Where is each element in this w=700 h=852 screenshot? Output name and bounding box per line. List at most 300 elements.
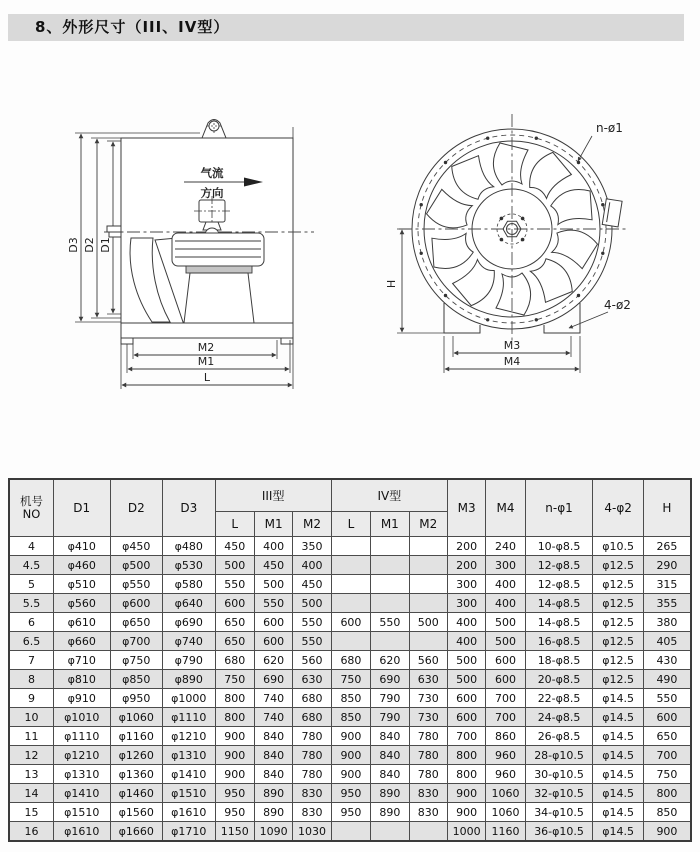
header-row-1 — [9, 479, 691, 512]
table-row — [9, 765, 691, 784]
table-cell: 650 — [215, 632, 254, 651]
airflow-text-line1: 气流 — [200, 166, 224, 180]
table-row — [9, 632, 691, 651]
table-cell: φ460 — [53, 556, 110, 575]
table-cell: 240 — [486, 537, 525, 556]
table-cell: 800 — [447, 746, 485, 765]
table-cell: 700 — [447, 727, 485, 746]
table-cell: 560 — [293, 651, 331, 670]
table-cell: 730 — [409, 708, 447, 727]
dimensions-table — [8, 478, 692, 842]
table-cell: 11 — [9, 727, 53, 746]
table-row — [9, 670, 691, 689]
table-body — [9, 537, 691, 842]
table-cell: 750 — [643, 765, 691, 784]
table-cell: 840 — [254, 727, 292, 746]
table-cell: 690 — [254, 670, 292, 689]
table-cell: φ12.5 — [593, 613, 644, 632]
table-cell — [371, 537, 409, 556]
table-cell: 30-φ10.5 — [525, 765, 593, 784]
table-cell: φ10.5 — [593, 537, 644, 556]
col-header-h: H — [643, 479, 691, 537]
col-header-no-en: NO — [22, 507, 41, 521]
table-cell: 780 — [409, 727, 447, 746]
table-cell: φ14.5 — [593, 784, 644, 803]
table-cell: 13 — [9, 765, 53, 784]
table-cell: φ530 — [163, 556, 216, 575]
table-cell: 400 — [486, 575, 525, 594]
table-cell: 830 — [293, 803, 331, 822]
table-cell: 780 — [409, 765, 447, 784]
col-header-m3: M3 — [447, 479, 485, 537]
table-cell: φ790 — [163, 651, 216, 670]
table-cell: φ1410 — [163, 765, 216, 784]
fan-side-view — [67, 119, 314, 389]
table-cell — [331, 575, 370, 594]
table-cell: 4 — [9, 537, 53, 556]
table-cell: 450 — [215, 537, 254, 556]
dim-label-d3: D3 — [67, 237, 80, 253]
col-header-type4-m2: M2 — [409, 512, 447, 537]
table-row — [9, 537, 691, 556]
table-cell: φ580 — [163, 575, 216, 594]
table-cell: φ810 — [53, 670, 110, 689]
table-cell: 850 — [331, 708, 370, 727]
table-cell: 15 — [9, 803, 53, 822]
table-cell: φ750 — [110, 651, 163, 670]
table-cell: 500 — [486, 632, 525, 651]
table-cell: 550 — [293, 613, 331, 632]
dim-label-m2: M2 — [197, 341, 215, 354]
table-cell — [331, 537, 370, 556]
table-cell: 12-φ8.5 — [525, 575, 593, 594]
table-cell — [409, 575, 447, 594]
table-cell: φ14.5 — [593, 727, 644, 746]
table-cell: 550 — [254, 594, 292, 613]
table-cell — [371, 632, 409, 651]
table-cell: φ1610 — [53, 822, 110, 842]
table-cell: 960 — [486, 746, 525, 765]
table-cell: 800 — [447, 765, 485, 784]
table-cell: 950 — [215, 784, 254, 803]
table-row — [9, 727, 691, 746]
table-cell: 1000 — [447, 822, 485, 842]
table-cell: 690 — [371, 670, 409, 689]
table-cell: 840 — [371, 746, 409, 765]
table-cell: φ12.5 — [593, 670, 644, 689]
front-view-bottom-dims — [444, 336, 580, 373]
table-cell: 500 — [293, 594, 331, 613]
table-cell: 14 — [9, 784, 53, 803]
table-cell: φ12.5 — [593, 575, 644, 594]
table-cell: 860 — [486, 727, 525, 746]
table-cell: 16-φ8.5 — [525, 632, 593, 651]
table-cell: 34-φ10.5 — [525, 803, 593, 822]
callout-4-phi2-label: 4-ø2 — [604, 298, 631, 312]
table-cell — [371, 556, 409, 575]
table-cell: 780 — [293, 746, 331, 765]
col-header-type3-m1: M1 — [254, 512, 292, 537]
table-cell: φ1410 — [53, 784, 110, 803]
table-cell: φ690 — [163, 613, 216, 632]
table-cell: 6 — [9, 613, 53, 632]
table-cell: 32-φ10.5 — [525, 784, 593, 803]
table-cell: 380 — [643, 613, 691, 632]
table-cell: φ1010 — [53, 708, 110, 727]
table-cell: 700 — [486, 708, 525, 727]
table-cell: 550 — [643, 689, 691, 708]
table-row — [9, 784, 691, 803]
table-cell: 900 — [215, 746, 254, 765]
table-cell: 600 — [254, 632, 292, 651]
table-cell: 18-φ8.5 — [525, 651, 593, 670]
table-cell: 800 — [215, 689, 254, 708]
table-cell: φ850 — [110, 670, 163, 689]
table-cell: 600 — [447, 689, 485, 708]
table-cell: φ1460 — [110, 784, 163, 803]
col-header-no-cn: 机号 — [19, 493, 43, 508]
table-cell: 400 — [447, 613, 485, 632]
table-cell: 300 — [486, 556, 525, 575]
table-cell: 950 — [215, 803, 254, 822]
table-cell: 840 — [254, 746, 292, 765]
side-view-bottom-dims — [121, 340, 293, 389]
table-cell: 200 — [447, 537, 485, 556]
table-cell: φ1360 — [110, 765, 163, 784]
table-cell: φ500 — [110, 556, 163, 575]
dim-label-m1: M1 — [197, 355, 215, 368]
table-cell: 800 — [215, 708, 254, 727]
table-cell: 10 — [9, 708, 53, 727]
table-cell: 620 — [254, 651, 292, 670]
table-cell: 600 — [486, 651, 525, 670]
table-cell: φ1310 — [53, 765, 110, 784]
table-cell: φ1210 — [53, 746, 110, 765]
table-cell: φ1310 — [163, 746, 216, 765]
table-cell: 300 — [447, 575, 485, 594]
dim-label-m3: M3 — [503, 339, 521, 352]
table-cell: 900 — [447, 803, 485, 822]
table-cell: 450 — [254, 556, 292, 575]
table-cell: φ660 — [53, 632, 110, 651]
table-cell: φ910 — [53, 689, 110, 708]
table-cell: φ1260 — [110, 746, 163, 765]
table-cell: 600 — [486, 670, 525, 689]
table-cell: 28-φ10.5 — [525, 746, 593, 765]
table-cell: 500 — [447, 651, 485, 670]
table-cell: 830 — [293, 784, 331, 803]
callout-n-phi1-label: n-ø1 — [596, 121, 623, 135]
table-cell: 900 — [215, 727, 254, 746]
table-cell: 650 — [215, 613, 254, 632]
table-row — [9, 556, 691, 575]
table-row — [9, 803, 691, 822]
table-cell: 1150 — [215, 822, 254, 842]
table-cell: 7 — [9, 651, 53, 670]
table-cell: 24-φ8.5 — [525, 708, 593, 727]
table-cell: 265 — [643, 537, 691, 556]
table-cell: φ700 — [110, 632, 163, 651]
table-cell: 840 — [371, 727, 409, 746]
table-row — [9, 708, 691, 727]
table-cell: φ1160 — [110, 727, 163, 746]
table-cell: φ650 — [110, 613, 163, 632]
table-cell: φ740 — [163, 632, 216, 651]
table-cell: 850 — [643, 803, 691, 822]
fan-front-view — [385, 114, 631, 373]
table-row — [9, 689, 691, 708]
table-cell: 740 — [254, 689, 292, 708]
table-cell: 300 — [447, 594, 485, 613]
table-cell: φ510 — [53, 575, 110, 594]
dimensions-table-wrap — [8, 478, 692, 842]
table-row — [9, 746, 691, 765]
table-cell: φ14.5 — [593, 803, 644, 822]
table-cell: 750 — [331, 670, 370, 689]
table-cell: 960 — [486, 765, 525, 784]
table-cell: φ1710 — [163, 822, 216, 842]
col-header-n-phi1: n-φ1 — [525, 479, 593, 537]
table-cell: 600 — [447, 708, 485, 727]
table-cell: 400 — [447, 632, 485, 651]
table-cell: φ1560 — [110, 803, 163, 822]
table-cell: 790 — [371, 708, 409, 727]
dim-label-h: H — [385, 279, 398, 289]
table-cell: 405 — [643, 632, 691, 651]
table-cell: 700 — [486, 689, 525, 708]
table-cell: 600 — [643, 708, 691, 727]
table-cell: 780 — [293, 765, 331, 784]
table-cell: φ1110 — [53, 727, 110, 746]
col-header-type3-m2: M2 — [293, 512, 331, 537]
table-cell: φ1510 — [163, 784, 216, 803]
table-cell: 36-φ10.5 — [525, 822, 593, 842]
col-header-m4: M4 — [486, 479, 525, 537]
dim-label-l: L — [203, 371, 211, 384]
table-cell: 830 — [409, 784, 447, 803]
table-cell: φ1060 — [110, 708, 163, 727]
table-cell: 490 — [643, 670, 691, 689]
table-cell: 840 — [371, 765, 409, 784]
table-row — [9, 613, 691, 632]
table-cell: 20-φ8.5 — [525, 670, 593, 689]
table-cell — [409, 822, 447, 842]
table-cell: φ640 — [163, 594, 216, 613]
table-cell: φ950 — [110, 689, 163, 708]
table-cell: 16 — [9, 822, 53, 842]
table-cell: φ1660 — [110, 822, 163, 842]
dim-label-m4: M4 — [503, 355, 521, 368]
table-cell: 26-φ8.5 — [525, 727, 593, 746]
col-header-4-phi2: 4-φ2 — [593, 479, 644, 537]
table-cell: 790 — [371, 689, 409, 708]
lifting-eye-icon — [202, 119, 226, 138]
table-cell: 500 — [409, 613, 447, 632]
table-cell: 1030 — [293, 822, 331, 842]
table-cell: φ14.5 — [593, 765, 644, 784]
table-cell: 400 — [293, 556, 331, 575]
table-cell: φ12.5 — [593, 651, 644, 670]
table-cell: φ14.5 — [593, 689, 644, 708]
table-cell: 620 — [371, 651, 409, 670]
table-cell: φ1000 — [163, 689, 216, 708]
table-cell: 14-φ8.5 — [525, 613, 593, 632]
col-header-type4-l: L — [331, 512, 370, 537]
table-cell: 890 — [371, 784, 409, 803]
table-cell: φ560 — [53, 594, 110, 613]
table-cell: 550 — [293, 632, 331, 651]
table-cell: φ14.5 — [593, 746, 644, 765]
table-cell: 1160 — [486, 822, 525, 842]
table-cell: 8 — [9, 670, 53, 689]
table-cell: 890 — [254, 803, 292, 822]
table-cell: 1060 — [486, 803, 525, 822]
table-cell: 450 — [293, 575, 331, 594]
table-cell: 315 — [643, 575, 691, 594]
table-cell: 1090 — [254, 822, 292, 842]
dim-label-d1: D1 — [99, 237, 112, 253]
table-cell: φ14.5 — [593, 822, 644, 842]
table-cell: 350 — [293, 537, 331, 556]
table-cell: φ12.5 — [593, 556, 644, 575]
table-cell: 600 — [215, 594, 254, 613]
table-cell: 550 — [215, 575, 254, 594]
table-cell — [409, 537, 447, 556]
table-cell: 5 — [9, 575, 53, 594]
table-cell: φ450 — [110, 537, 163, 556]
table-cell: 10-φ8.5 — [525, 537, 593, 556]
table-cell: φ12.5 — [593, 632, 644, 651]
table-cell: 900 — [215, 765, 254, 784]
col-header-no — [9, 479, 53, 537]
table-cell: 950 — [331, 803, 370, 822]
table-cell: 400 — [254, 537, 292, 556]
table-cell: 200 — [447, 556, 485, 575]
table-row — [9, 594, 691, 613]
table-cell: 5.5 — [9, 594, 53, 613]
table-cell — [409, 594, 447, 613]
table-cell: 500 — [486, 613, 525, 632]
table-cell: 730 — [409, 689, 447, 708]
table-cell — [331, 594, 370, 613]
table-cell: 12 — [9, 746, 53, 765]
table-cell: φ1610 — [163, 803, 216, 822]
table-cell: 740 — [254, 708, 292, 727]
table-cell: φ410 — [53, 537, 110, 556]
table-cell: 22-φ8.5 — [525, 689, 593, 708]
table-cell: 850 — [331, 689, 370, 708]
table-cell: 700 — [643, 746, 691, 765]
table-cell — [331, 556, 370, 575]
table-cell: 900 — [447, 784, 485, 803]
table-cell: 900 — [331, 765, 370, 784]
table-cell: 630 — [293, 670, 331, 689]
table-cell: 550 — [371, 613, 409, 632]
table-cell: 500 — [254, 575, 292, 594]
table-cell: 500 — [215, 556, 254, 575]
table-cell: 780 — [293, 727, 331, 746]
table-cell: 680 — [293, 708, 331, 727]
table-cell: 680 — [215, 651, 254, 670]
table-cell: 680 — [331, 651, 370, 670]
table-cell — [371, 594, 409, 613]
table-cell: 290 — [643, 556, 691, 575]
table-cell: 6.5 — [9, 632, 53, 651]
table-cell — [331, 632, 370, 651]
col-group-type3: III型 — [215, 479, 331, 512]
table-row — [9, 575, 691, 594]
col-header-type3-l: L — [215, 512, 254, 537]
table-cell: 560 — [409, 651, 447, 670]
table-cell: 600 — [331, 613, 370, 632]
section-title: 8、外形尺寸（III、IV型） — [35, 18, 230, 36]
table-cell: φ480 — [163, 537, 216, 556]
table-cell — [331, 822, 370, 842]
table-cell: 800 — [643, 784, 691, 803]
table-cell: 950 — [331, 784, 370, 803]
callout-n-phi1 — [578, 121, 623, 161]
table-cell: 400 — [486, 594, 525, 613]
table-cell: 14-φ8.5 — [525, 594, 593, 613]
table-cell: 900 — [643, 822, 691, 842]
airflow-text-line2: 方向 — [200, 186, 224, 200]
table-cell: 500 — [447, 670, 485, 689]
table-cell: 1060 — [486, 784, 525, 803]
table-cell: 650 — [643, 727, 691, 746]
table-cell: φ1210 — [163, 727, 216, 746]
table-cell — [409, 632, 447, 651]
table-cell: 900 — [331, 746, 370, 765]
table-cell: φ890 — [163, 670, 216, 689]
table-cell: 355 — [643, 594, 691, 613]
table-cell: 680 — [293, 689, 331, 708]
table-cell: 12-φ8.5 — [525, 556, 593, 575]
table-cell: φ14.5 — [593, 708, 644, 727]
table-cell: φ12.5 — [593, 594, 644, 613]
table-cell: 900 — [331, 727, 370, 746]
table-cell: 750 — [215, 670, 254, 689]
terminal-box — [602, 199, 622, 227]
table-row — [9, 651, 691, 670]
table-cell: 4.5 — [9, 556, 53, 575]
col-group-type4: IV型 — [331, 479, 447, 512]
col-header-d3: D3 — [163, 479, 216, 537]
table-cell — [371, 575, 409, 594]
table-cell: φ1110 — [163, 708, 216, 727]
table-cell: φ610 — [53, 613, 110, 632]
table-cell — [371, 822, 409, 842]
table-cell: φ600 — [110, 594, 163, 613]
table-cell: 630 — [409, 670, 447, 689]
table-cell: 840 — [254, 765, 292, 784]
table-cell: 9 — [9, 689, 53, 708]
table-cell: 430 — [643, 651, 691, 670]
table-cell: φ1510 — [53, 803, 110, 822]
table-cell: 890 — [371, 803, 409, 822]
table-cell: 830 — [409, 803, 447, 822]
col-header-d2: D2 — [110, 479, 163, 537]
table-cell: φ710 — [53, 651, 110, 670]
dim-label-d2: D2 — [83, 237, 96, 253]
table-row — [9, 822, 691, 842]
table-cell: 780 — [409, 746, 447, 765]
col-header-type4-m1: M1 — [371, 512, 409, 537]
col-header-d1: D1 — [53, 479, 110, 537]
table-cell: 890 — [254, 784, 292, 803]
table-cell: φ550 — [110, 575, 163, 594]
table-cell — [409, 556, 447, 575]
table-cell: 600 — [254, 613, 292, 632]
